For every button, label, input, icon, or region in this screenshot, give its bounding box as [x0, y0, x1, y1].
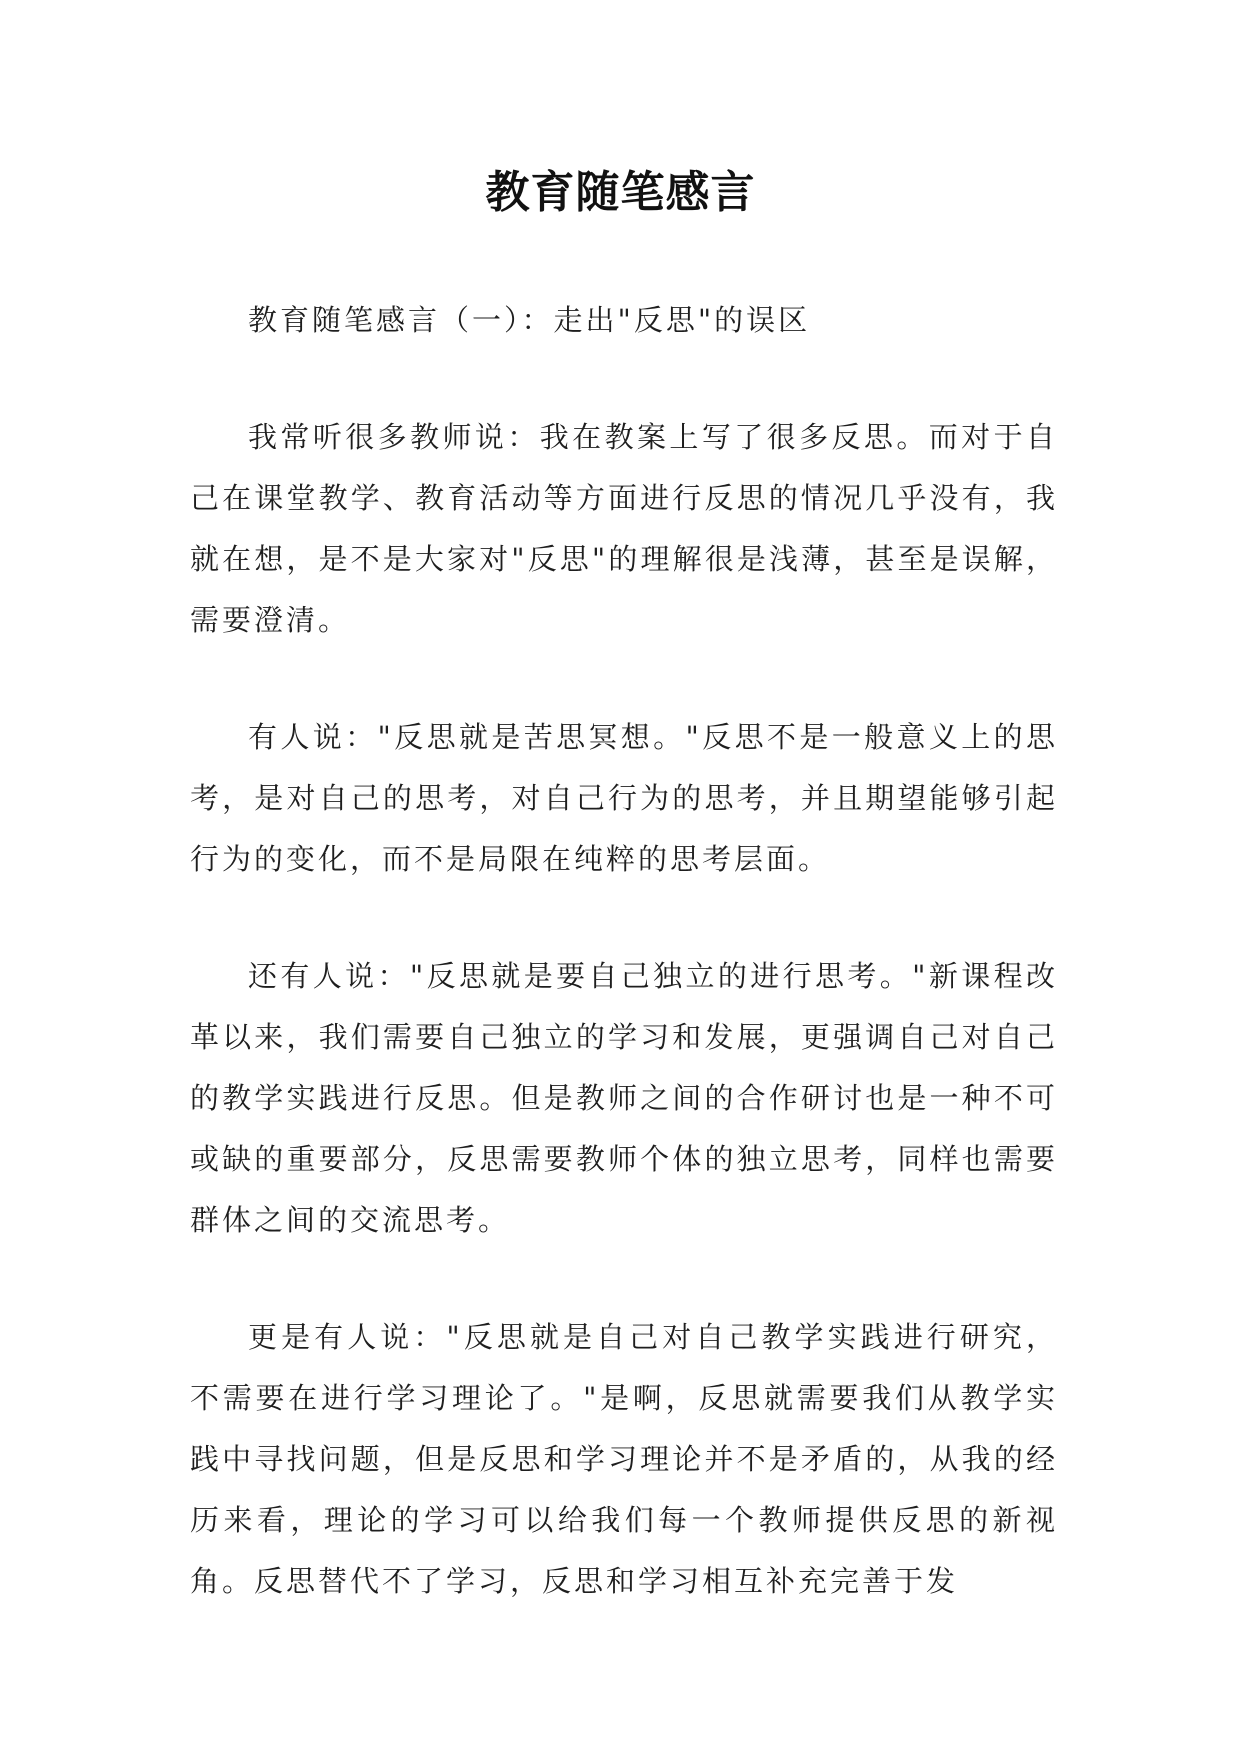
- section-heading: 教育随笔感言（一）：走出"反思"的误区: [248, 303, 811, 337]
- paragraph-1: 我常听很多教师说：我在教案上写了很多反思。而对于自己在课堂教学、教育活动等方面进行反思的情况几乎没有，我就在想，是不是大家对"反思"的理解很是浅薄，甚至是误解，需要澄清。: [190, 420, 1058, 637]
- paragraph-2: 有人说："反思就是苦思冥想。"反思不是一般意义上的思考，是对自己的思考，对自己行为的思考，并且期望能够引起行为的变化，而不是局限在纯粹的思考层面。: [190, 720, 1058, 876]
- document-title: 教育随笔感言: [485, 167, 756, 218]
- paragraph-3: 还有人说："反思就是要自己独立的进行思考。"新课程改革以来，我们需要自己独立的学习和发展，更强调自己对自己的教学实践进行反思。但是教师之间的合作研讨也是一种不可或缺的重要部分，反思需要教师个体的独立思考，同样也需要群体之间的交流思考。: [190, 959, 1058, 1237]
- document-body: [190, 290, 1058, 1668]
- paragraph-4: 更是有人说："反思就是自己对自己教学实践进行研究，不需要在进行学习理论了。"是啊，反思就需要我们从教学实践中寻找问题，但是反思和学习理论并不是矛盾的，从我的经历来看，理论的学习可以给我们每一个教师提供反思的新视角。反思替代不了学习，反思和学习相互补充完善于发: [190, 1320, 1058, 1598]
